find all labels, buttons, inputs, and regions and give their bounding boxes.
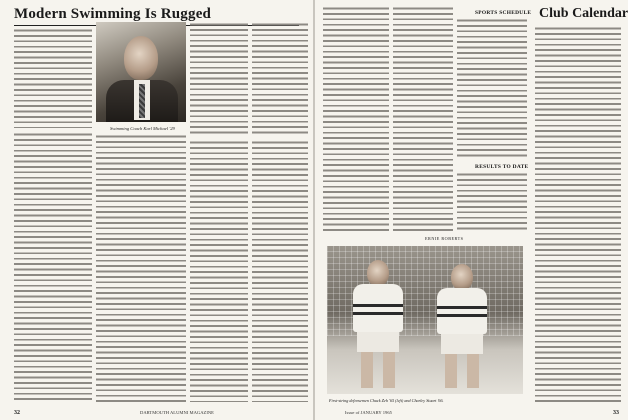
coach-photo-caption: Swimming Coach Karl Michael '29 xyxy=(110,126,175,131)
sports-schedule-list xyxy=(457,18,527,158)
article-body-column-3-lower xyxy=(190,140,248,402)
sports-schedule-heading: SPORTS SCHEDULE xyxy=(475,10,532,16)
results-heading: RESULTS TO DATE xyxy=(475,164,529,170)
footer-issue-date: Issue of JANUARY 1965 xyxy=(345,410,392,415)
club-calendar-title: Club Calendar xyxy=(539,6,628,21)
right-page xyxy=(315,0,628,420)
article-body-column-1 xyxy=(14,28,92,128)
article-continuation-column-1 xyxy=(323,6,389,234)
coach-photo xyxy=(96,22,186,122)
page-number-left: 32 xyxy=(14,410,20,416)
article-title: Modern Swimming Is Rugged xyxy=(14,6,299,26)
page-number-right: 33 xyxy=(613,410,619,416)
article-body-column-4-lower xyxy=(252,140,308,402)
hockey-photo-caption: First-string defensemen Chuck Zeh '65 (left) and Charley Stuart '66. xyxy=(329,398,444,403)
article-body-column-3 xyxy=(252,22,308,137)
article-body-column-1-lower xyxy=(14,132,92,402)
footer-magazine-name: DARTMOUTH ALUMNI MAGAZINE xyxy=(140,410,214,415)
article-continuation-column-2 xyxy=(393,6,453,234)
article-body-column-2 xyxy=(190,22,248,137)
left-page xyxy=(0,0,313,420)
results-list xyxy=(457,172,527,232)
article-body-column-2-lower xyxy=(96,134,186,402)
club-calendar-list xyxy=(535,26,621,404)
hockey-players-photo xyxy=(327,246,523,394)
article-byline: ERNIE ROBERTS xyxy=(425,236,464,241)
